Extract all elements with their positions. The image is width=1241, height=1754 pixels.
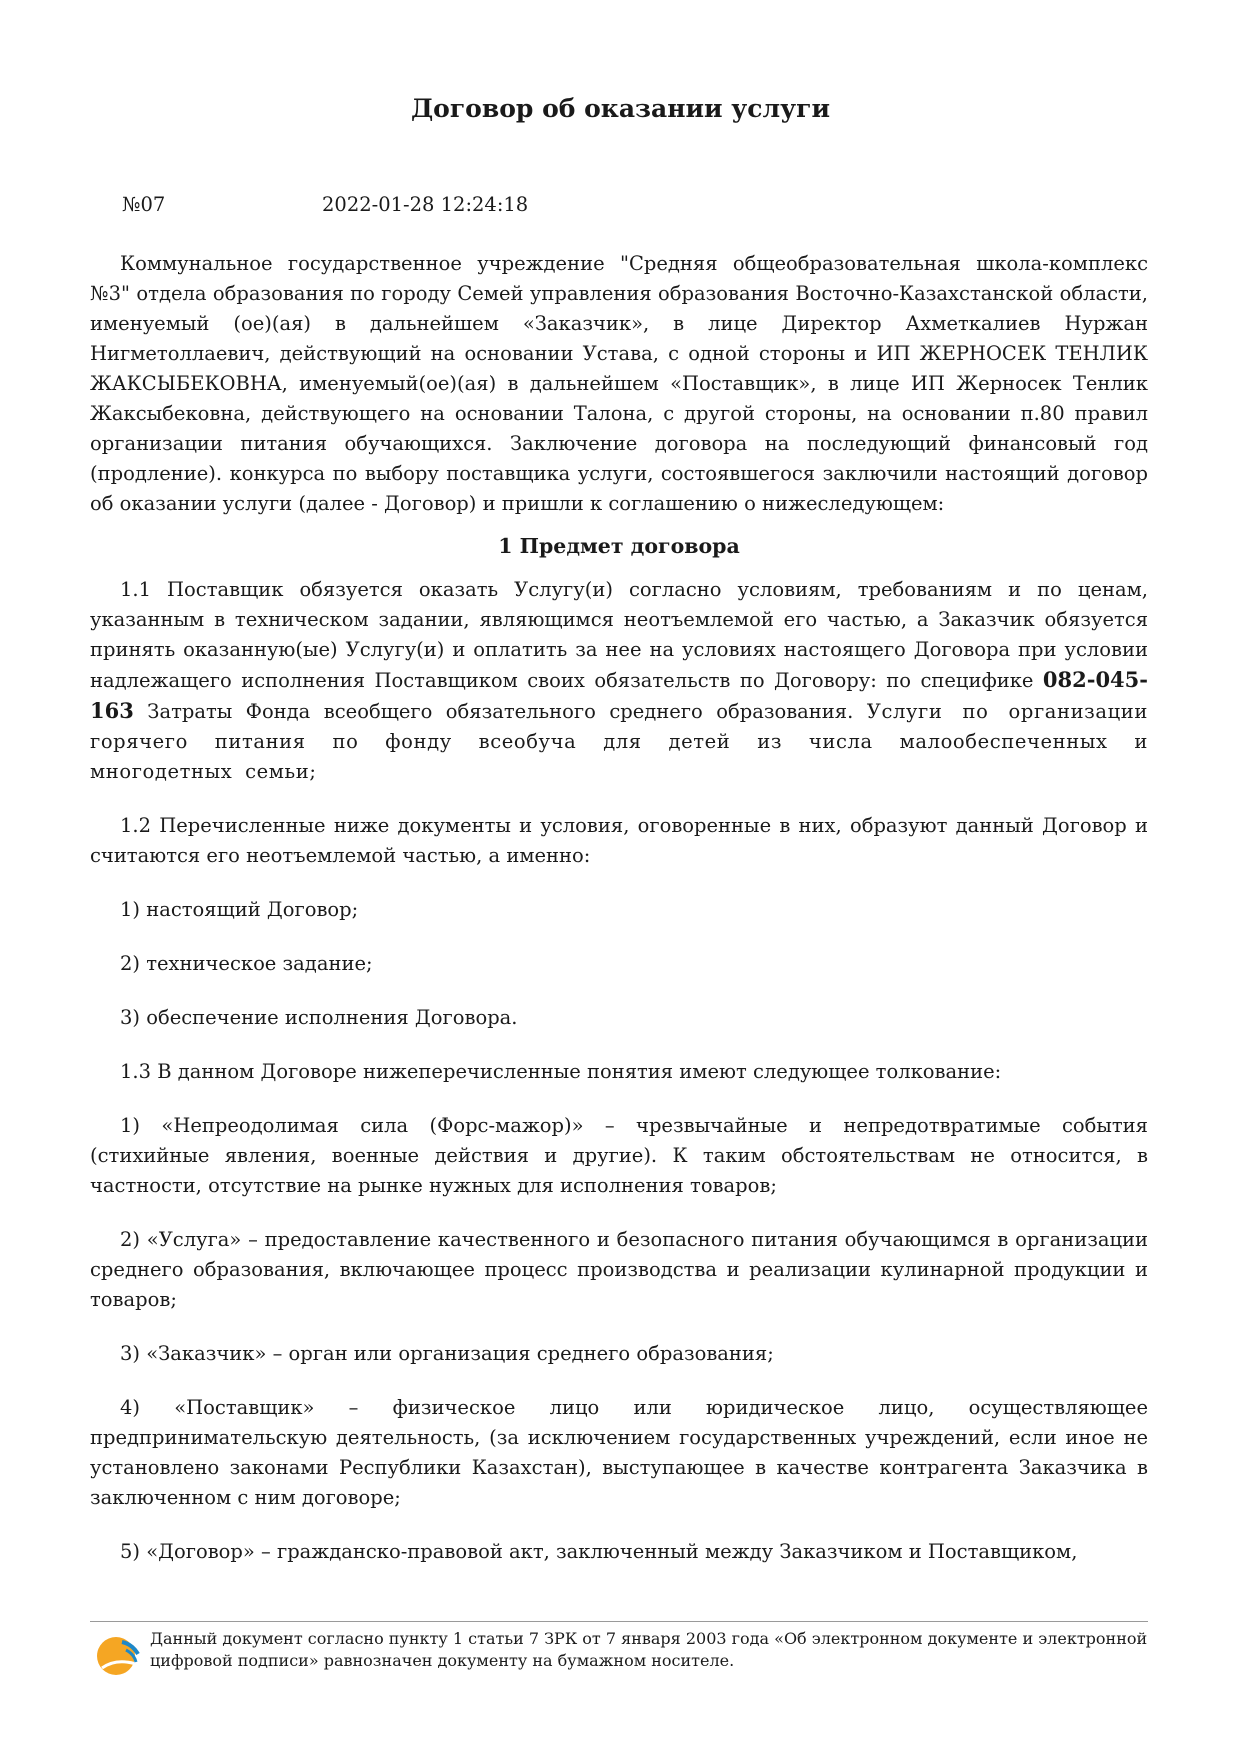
document-title: Договор об оказании услуги — [410, 94, 831, 123]
clause-1-1 — [90, 575, 1148, 787]
document-datetime: 2022-01-28 12:24:18 — [322, 193, 529, 216]
section-heading-subject: 1 Предмет договора — [498, 534, 740, 558]
definition-service: 2) «Услуга» – предоставление качественного и безопасного питания обучающимся в организации среднего образования, включающее процесс производства и реализации кулинарной продукции и товаров; — [90, 1228, 1148, 1311]
clause-1-1-tail: Услуги по организации горячего питания по фонду всеобуча для детей из числа малообеспеченных и многодетных семьи; — [90, 700, 1148, 783]
egov-sun-logo-icon — [92, 1628, 144, 1680]
list-item: 1) настоящий Договор; — [120, 898, 359, 921]
definition-supplier: 4) «Поставщик» – физическое лицо или юридическое лицо, осуществляющее предпринимательскую деятельность, (за исключением государственных учреждений, если иное не установлено законами Республики Казахстан), выступающее в качестве контрагента Заказчика в заключенном с ним договоре; — [90, 1396, 1148, 1509]
definition-force-majeure: 1) «Непреодолимая сила (Форс-мажор)» – чрезвычайные и непредотвратимые события (стихийные явления, военные действия и другие). К таким обстоятельствам не относится, в частности, отсутствие на рынке нужных для исполнения товаров; — [90, 1114, 1148, 1197]
clause-1-2: 1.2 Перечисленные ниже документы и условия, оговоренные в них, образуют данный Договор и считаются его неотъемлемой частью, а именно: — [90, 814, 1148, 867]
clause-1-1-text: 1.1 Поставщик обязуется оказать Услугу(и) согласно условиям, требованиям и по ценам, указанным в техническом задании, являющимся неотъемлемой его частью, а Заказчик обязуется принять оказанную(ые) Услугу(и) и оплатить за нее на условиях настоящего Договора при условии надлежащего исполнения Поставщиком своих обязательств по Договору: по специфике — [90, 578, 1148, 692]
footer-divider — [90, 1621, 1148, 1622]
list-item: 2) техническое задание; — [120, 952, 373, 975]
budget-code: 082-045-163 — [90, 667, 1148, 723]
list-item: 3) обеспечение исполнения Договора. — [120, 1006, 518, 1029]
definition-customer: 3) «Заказчик» – орган или организация среднего образования; — [120, 1342, 774, 1365]
clause-1-1-text-after: Затраты Фонда всеобщего обязательного среднего образования. — [133, 700, 854, 723]
footer-legal-notice: Данный документ согласно пункту 1 статьи 7 ЗРК от 7 января 2003 года «Об электронном документе и электронной цифровой подписи» равнозначен документу на бумажном носителе. — [150, 1629, 1148, 1670]
clause-1-3: 1.3 В данном Договоре нижеперечисленные понятия имеют следующее толкование: — [120, 1060, 1002, 1083]
document-number: №07 — [122, 193, 166, 216]
preamble-paragraph: Коммунальное государственное учреждение "Средняя общеобразовательная школа-комплекс №3" отдела образования по городу Семей управления образования Восточно-Казахстанской области, именуемый (ое)(ая) в дальнейшем «Заказчик», в лице Директор Ахметкалиев Нуржан Нигметоллаевич, действующий на основании Устава, с одной стороны и ИП ЖЕРНОСЕК ТЕНЛИК ЖАКСЫБЕКОВНА, именуемый(ое)(ая) в дальнейшем «Поставщик», в лице ИП Жерносек Тенлик Жаксыбековна, действующего на основании Талона, с другой стороны, на основании п.80 правил организации питания обучающихся. Заключение договора на последующий финансовый год (продление). конкурса по выбору поставщика услуги, состоявшегося заключили настоящий договор об оказании услуги (далее - Договор) и пришли к соглашению о нижеследующем: — [90, 252, 1148, 515]
document-body — [90, 249, 1148, 1567]
definition-contract: 5) «Договор» – гражданско-правовой акт, заключенный между Заказчиком и Поставщиком, — [120, 1540, 1078, 1563]
